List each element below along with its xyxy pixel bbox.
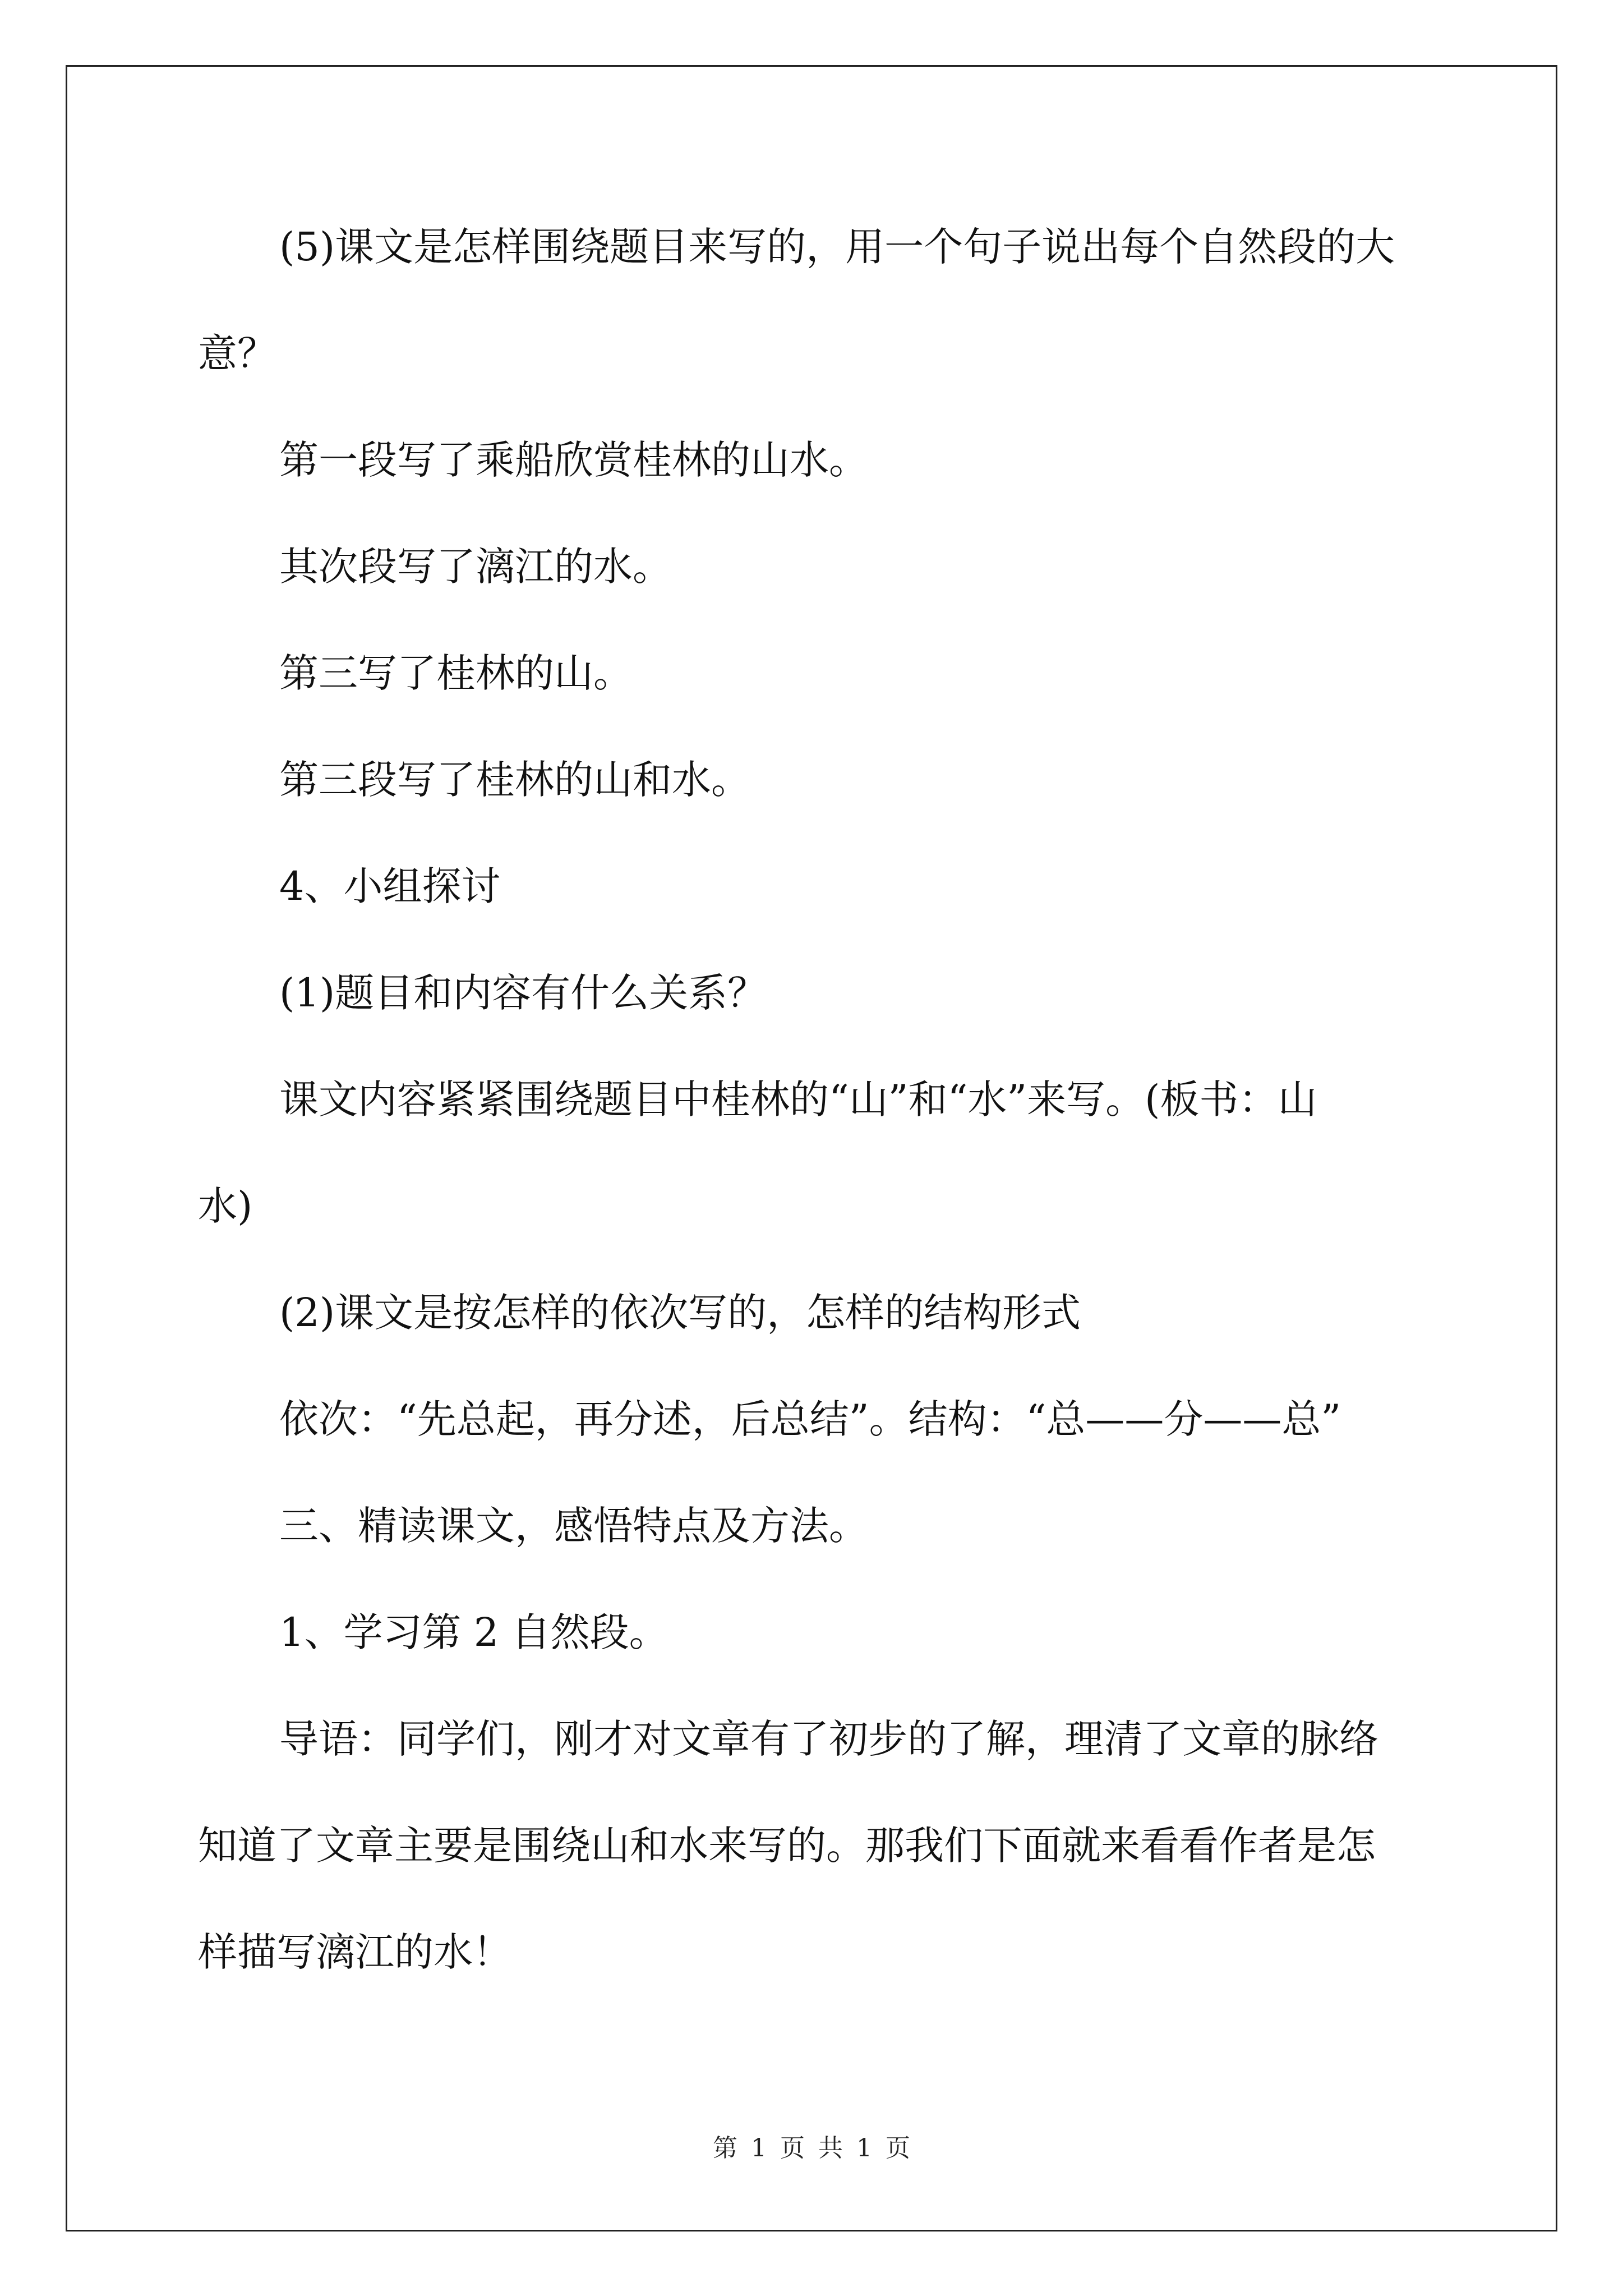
paragraph <box>198 1287 1081 1338</box>
paragraph-line: (1)题目和内容有什么关系？ <box>279 970 767 1016</box>
paragraph <box>198 754 750 805</box>
paragraph-line: 1、学习第 2 自然段。 <box>279 1609 668 1655</box>
paragraph-line: 样描写漓江的水！ <box>198 1929 512 1975</box>
paragraph-line: 意？ <box>198 330 276 376</box>
paragraph <box>198 1501 868 1551</box>
paragraph-line: (5)课文是怎样围绕题目来写的，用一个句子说出每个自然段的大 <box>279 224 1395 270</box>
paragraph-line: 其次段写了漓江的水。 <box>279 544 672 590</box>
paragraph <box>198 968 767 1018</box>
paragraph <box>198 1074 1317 1231</box>
paragraph <box>198 648 633 698</box>
paragraph-line: 4、小组探讨 <box>279 863 501 909</box>
paragraph <box>198 541 672 592</box>
paragraph <box>198 1394 1341 1444</box>
paragraph-line: 第三段写了桂林的山和水。 <box>279 757 750 803</box>
paragraph <box>198 861 501 912</box>
paragraph-line: 第三写了桂林的山。 <box>279 650 633 696</box>
paragraph <box>198 435 868 485</box>
paragraph-line: 第一段写了乘船欣赏桂林的山水。 <box>279 437 868 483</box>
paragraph <box>198 1607 668 1658</box>
page-footer: 第 1 页 共 1 页 <box>713 2134 910 2162</box>
paragraph <box>198 222 1395 379</box>
paragraph-line: 三、精读课文，感悟特点及方法。 <box>279 1503 868 1549</box>
paragraph-line: 知道了文章主要是围绕山和水来写的。那我们下面就来看看作者是怎 <box>198 1823 1376 1869</box>
paragraph-line: 导语：同学们，刚才对文章有了初步的了解，理清了文章的脉络 <box>279 1716 1378 1762</box>
paragraph-line: (2)课文是按怎样的依次写的，怎样的结构形式 <box>279 1290 1081 1336</box>
paragraph <box>198 1714 1378 1977</box>
paragraph-line: 水) <box>198 1183 253 1229</box>
paragraph-line: 依次：“先总起，再分述，后总结”。结构：“总——分——总” <box>279 1396 1341 1442</box>
paragraph-line: 课文内容紧紧围绕题目中桂林的“山”和“水”来写。(板书：山 <box>279 1076 1317 1122</box>
